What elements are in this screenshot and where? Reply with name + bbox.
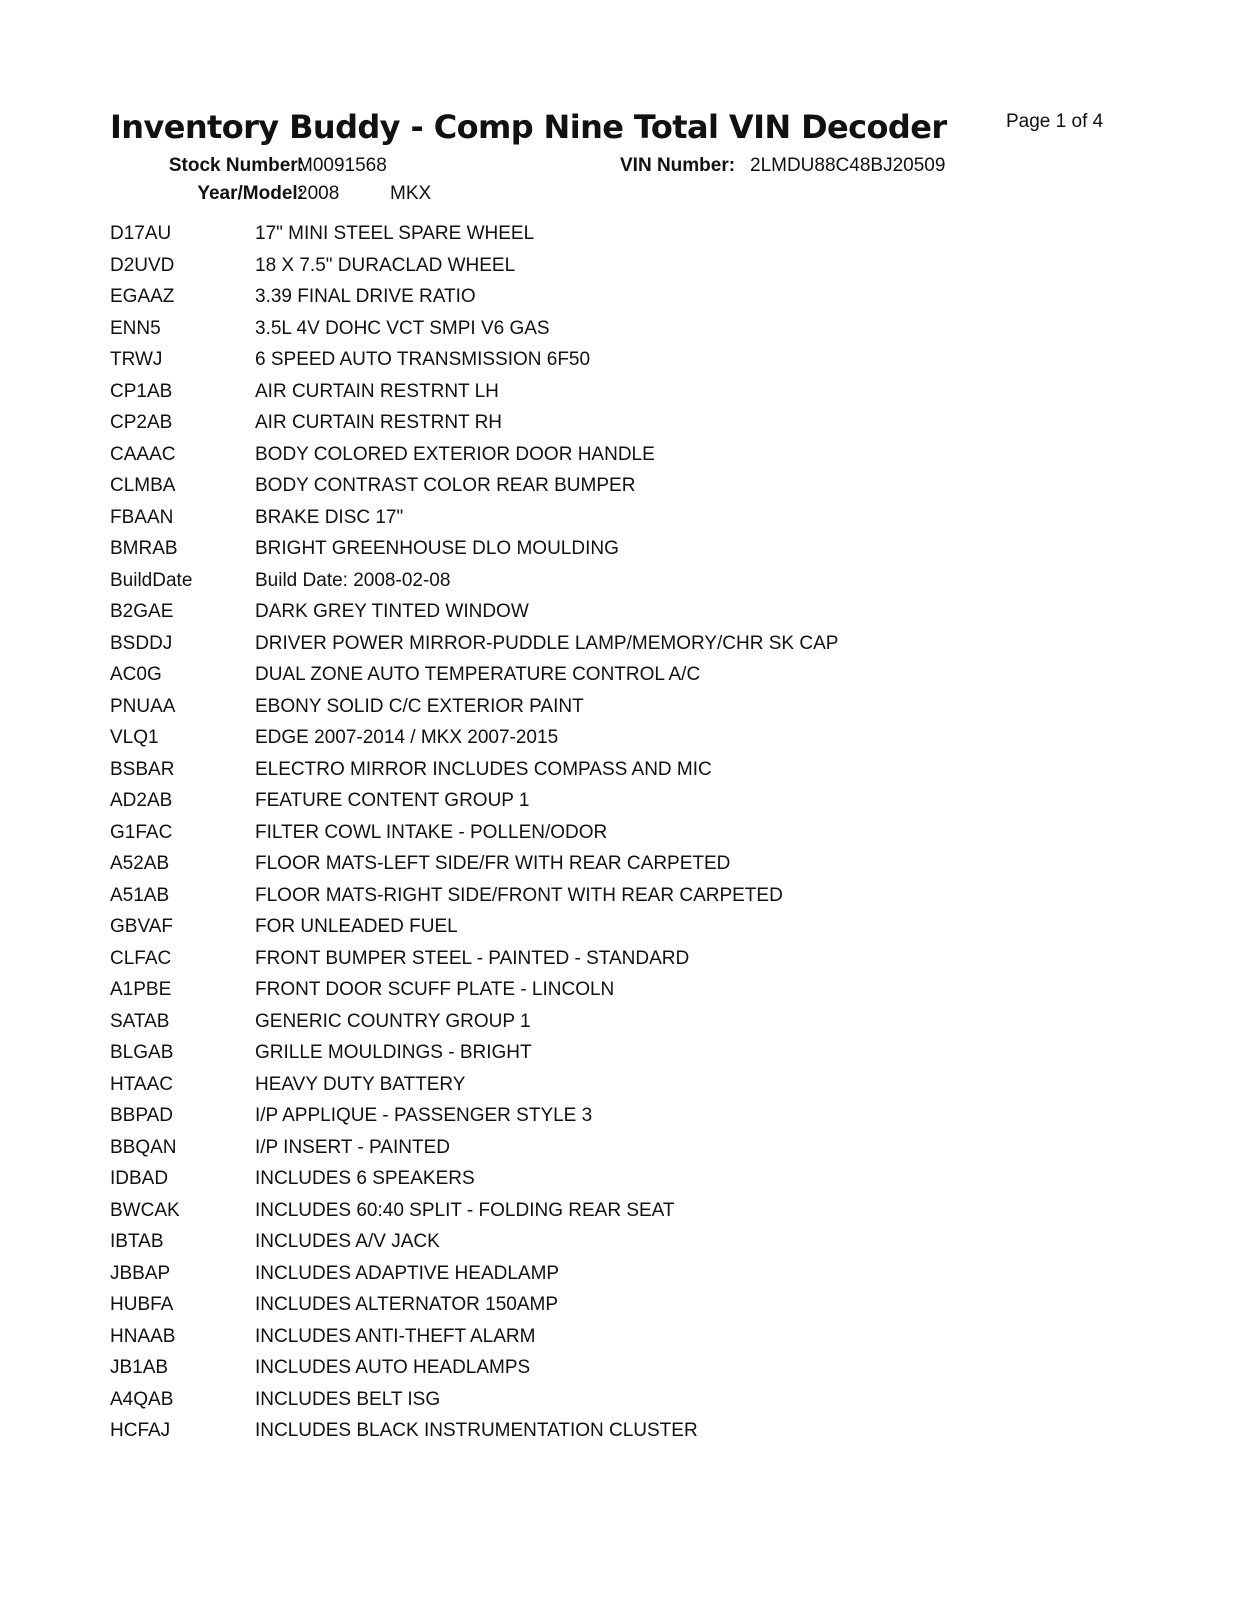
list-item [110,974,1110,1006]
page-number: Page 1 of 4 [1006,111,1104,132]
option-code: BMRAB [110,538,178,559]
option-description: DARK GREY TINTED WINDOW [255,601,529,622]
option-code: GBVAF [110,916,173,937]
option-code: CLMBA [110,475,176,496]
option-description: GRILLE MOULDINGS - BRIGHT [255,1042,532,1063]
list-item [110,1037,1110,1069]
option-description: INCLUDES ANTI-THEFT ALARM [255,1325,536,1347]
option-description: GENERIC COUNTRY GROUP 1 [255,1010,531,1032]
option-code: B2GAE [110,601,174,622]
option-code-list [110,218,1110,1447]
list-item [110,281,1110,313]
list-item [110,1384,1110,1416]
option-code: D2UVD [110,254,175,276]
option-description: EBONY SOLID C/C EXTERIOR PAINT [255,695,584,717]
option-description: FEATURE CONTENT GROUP 1 [255,790,530,811]
option-description: INCLUDES BELT ISG [255,1388,441,1410]
list-item [110,1163,1110,1195]
option-description: FLOOR MATS-LEFT SIDE/FR WITH REAR CARPETED [255,853,731,874]
list-item [110,754,1110,786]
option-description: INCLUDES AUTO HEADLAMPS [255,1357,531,1378]
option-code: A1PBE [110,979,172,1000]
list-item [110,1069,1110,1101]
option-description: INCLUDES ADAPTIVE HEADLAMP [255,1262,560,1284]
list-item [110,785,1110,817]
option-description: FRONT BUMPER STEEL - PAINTED - STANDARD [255,947,690,969]
list-item [110,1195,1110,1227]
list-item [110,1321,1110,1353]
list-item [110,1006,1110,1038]
vin-number-value: 2LMDU88C48BJ20509 [750,155,946,176]
list-item [110,565,1110,597]
option-code: JBBAP [110,1262,171,1284]
option-code: ENN5 [110,317,161,339]
option-code: CAAAC [110,443,176,465]
list-item [110,880,1110,912]
option-code: BBPAD [110,1105,174,1126]
option-code: BuildDate [110,569,193,591]
option-code: G1FAC [110,821,173,843]
option-code: A4QAB [110,1388,174,1410]
list-item [110,911,1110,943]
option-description: EDGE 2007-2014 / MKX 2007-2015 [255,727,559,748]
year-model-label: Year/Model: [197,183,304,204]
option-code: EGAAZ [110,286,175,307]
option-description: I/P INSERT - PAINTED [255,1136,450,1158]
option-code: TRWJ [110,349,163,370]
option-description: 3.5L 4V DOHC VCT SMPI V6 GAS [255,317,550,339]
list-item [110,1258,1110,1290]
stock-number-value: M0091568 [297,155,387,176]
list-item [110,250,1110,282]
option-code: BBQAN [110,1136,177,1158]
option-code: IBTAB [110,1231,164,1252]
option-code: HCFAJ [110,1420,171,1441]
list-item [110,691,1110,723]
option-code: BWCAK [110,1199,180,1221]
list-item [110,218,1110,250]
option-code: A51AB [110,884,170,906]
option-code: FBAAN [110,506,174,528]
option-description: INCLUDES 60:40 SPLIT - FOLDING REAR SEAT [255,1199,675,1221]
option-description: FLOOR MATS-RIGHT SIDE/FRONT WITH REAR CARPETED [255,884,783,906]
list-item [110,1100,1110,1132]
option-code: IDBAD [110,1168,169,1189]
option-description: 6 SPEED AUTO TRANSMISSION 6F50 [255,349,591,370]
model-value: MKX [390,183,432,204]
option-code: CP1AB [110,380,173,402]
list-item [110,659,1110,691]
list-item [110,533,1110,565]
option-code: PNUAA [110,695,176,717]
list-item [110,1415,1110,1447]
option-code: BSDDJ [110,632,173,654]
list-item [110,722,1110,754]
list-item [110,596,1110,628]
option-description: BRAKE DISC 17" [255,506,404,528]
option-description: AIR CURTAIN RESTRNT LH [255,380,499,402]
list-item [110,1352,1110,1384]
option-description: FRONT DOOR SCUFF PLATE - LINCOLN [255,979,615,1000]
list-item [110,344,1110,376]
vin-number-label: VIN Number: [620,155,736,176]
list-item [110,439,1110,471]
option-code: HUBFA [110,1294,174,1315]
option-code: BSBAR [110,758,175,780]
option-description: INCLUDES A/V JACK [255,1231,440,1252]
option-description: FILTER COWL INTAKE - POLLEN/ODOR [255,821,608,843]
option-code: AC0G [110,664,162,685]
option-description: ELECTRO MIRROR INCLUDES COMPASS AND MIC [255,758,712,780]
option-description: INCLUDES 6 SPEAKERS [255,1168,475,1189]
option-description: FOR UNLEADED FUEL [255,916,458,937]
list-item [110,470,1110,502]
option-code: HTAAC [110,1073,173,1095]
option-code: VLQ1 [110,727,159,748]
list-item [110,1132,1110,1164]
option-description: DUAL ZONE AUTO TEMPERATURE CONTROL A/C [255,664,701,685]
option-code: CP2AB [110,412,173,433]
option-description: DRIVER POWER MIRROR-PUDDLE LAMP/MEMORY/CHR SK CAP [255,632,839,654]
option-code: SATAB [110,1010,170,1032]
option-description: 3.39 FINAL DRIVE RATIO [255,286,476,307]
option-description: INCLUDES BLACK INSTRUMENTATION CLUSTER [255,1420,698,1441]
option-description: AIR CURTAIN RESTRNT RH [255,412,503,433]
option-description: 17" MINI STEEL SPARE WHEEL [255,223,535,244]
list-item [110,502,1110,534]
option-code: A52AB [110,853,170,874]
option-code: AD2AB [110,790,173,811]
list-item [110,376,1110,408]
option-description: HEAVY DUTY BATTERY [255,1073,466,1095]
option-code: HNAAB [110,1325,176,1347]
page-title: Inventory Buddy - Comp Nine Total VIN Decoder [110,108,947,146]
list-item [110,943,1110,975]
option-description: BODY CONTRAST COLOR REAR BUMPER [255,475,636,496]
option-description: BRIGHT GREENHOUSE DLO MOULDING [255,538,619,559]
option-description: Build Date: 2008-02-08 [255,569,451,591]
list-item [110,817,1110,849]
option-description: I/P APPLIQUE - PASSENGER STYLE 3 [255,1105,593,1126]
stock-number-label: Stock Number: [168,155,304,176]
list-item [110,848,1110,880]
list-item [110,1289,1110,1321]
option-description: 18 X 7.5" DURACLAD WHEEL [255,254,516,276]
list-item [110,628,1110,660]
option-description: BODY COLORED EXTERIOR DOOR HANDLE [255,443,655,465]
list-item [110,1226,1110,1258]
option-code: D17AU [110,223,172,244]
list-item [110,313,1110,345]
option-description: INCLUDES ALTERNATOR 150AMP [255,1294,559,1315]
option-code: CLFAC [110,947,172,969]
list-item [110,407,1110,439]
option-code: BLGAB [110,1042,174,1063]
option-code: JB1AB [110,1357,169,1378]
year-value: 2008 [297,183,340,204]
